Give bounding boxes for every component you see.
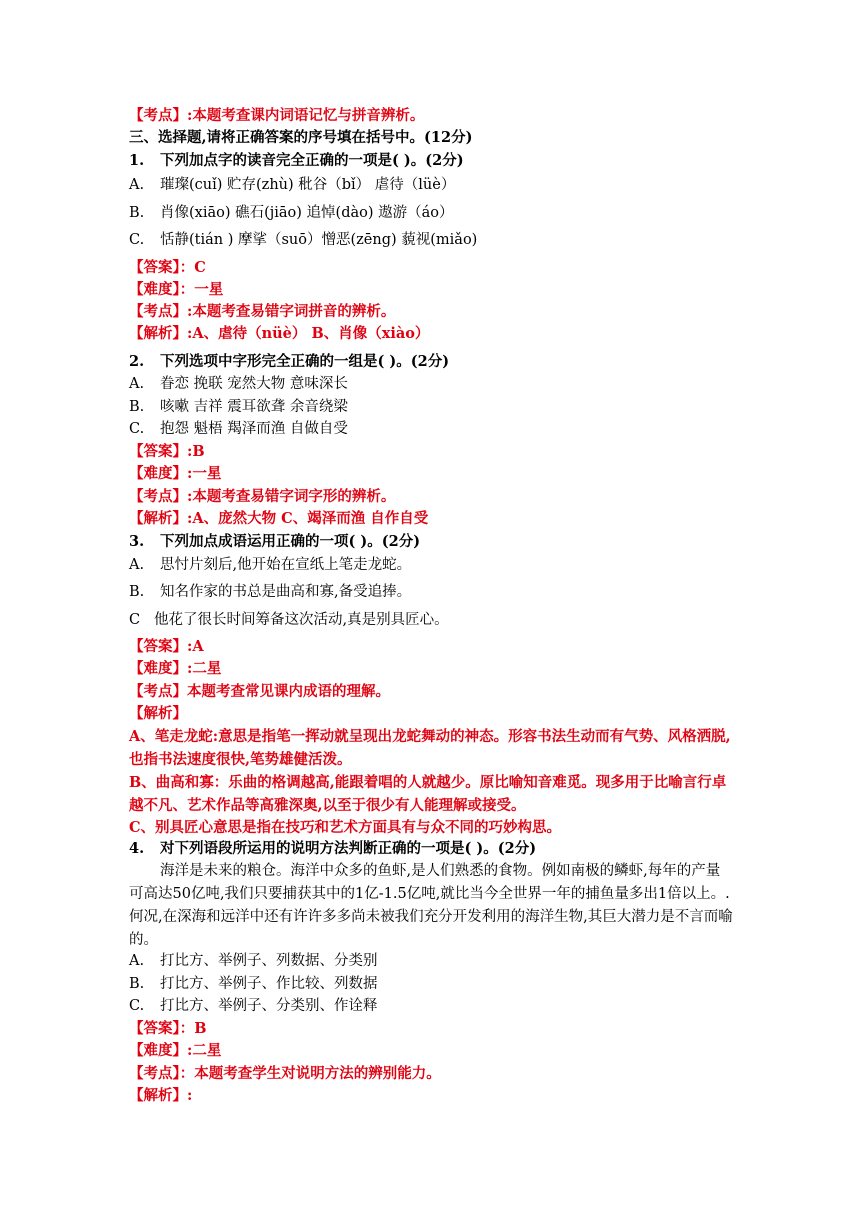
option-label: C	[129, 612, 141, 628]
q4-kaodian: 【考点】：本题考查学生对说明方法的辨别能力。	[129, 1065, 441, 1082]
option-text: 肖像(xiāo) 礁石(jiāo) 追悼(dào) 遨游（áo）	[160, 205, 454, 221]
q1-option-c	[129, 230, 477, 250]
q2-option-a	[129, 374, 348, 394]
option-text: 打比方、举例子、分类别、作诠释	[160, 998, 378, 1014]
q3-difficulty: 【难度】:二星	[129, 660, 222, 677]
option-label: B.	[129, 976, 145, 992]
question-stem: 下列加点字的读音完全正确的一项是( )。(2分)	[160, 152, 464, 169]
question-number: 2.	[129, 353, 145, 370]
q2-difficulty: 【难度】:一星	[129, 465, 222, 482]
q4-option-c	[129, 996, 378, 1016]
question-number: 4.	[129, 840, 145, 857]
q3-answer: 【答案】:A	[129, 638, 204, 655]
question-stem: 下列加点成语运用正确的一项( )。(2分)	[160, 533, 421, 550]
q3-jiexi-label: 【解析】	[129, 705, 187, 722]
kaodian-prev: 【考点】:本题考查课内词语记忆与拼音辨析。	[129, 107, 425, 124]
q1-jiexi: 【解析】:A、虐待（nüè） B、肖像（xiào）	[129, 325, 430, 342]
q1-option-a	[129, 175, 455, 195]
option-label: C.	[129, 232, 145, 248]
option-label: B.	[129, 584, 145, 600]
question-1	[129, 151, 464, 171]
q4-answer: 【答案】：B	[129, 1020, 207, 1037]
q4-passage: 海洋是未来的粮仓。海洋中众多的鱼虾,是人们熟悉的食物。例如南极的鳞虾,每年的产量可高达50亿吨,我们只要捕获其中的1亿-1.5亿吨,就比当今全世界一年的捕鱼量多出1倍以上。.何况,在深海和远洋中还有许许多多尚未被我们充分开发利用的海洋生物,其巨大潜力是不言而喻的。	[129, 863, 733, 948]
option-text: 思忖片刻后,他开始在宣纸上笔走龙蛇。	[160, 557, 412, 573]
q4-option-b	[129, 974, 378, 994]
q4-option-a	[129, 951, 378, 971]
q3-jiexi-a: A、笔走龙蛇:意思是指笔一挥动就呈现出龙蛇舞动的神态。形容书法生动而有气势、风格洒脱,也指书法速度很快,笔势雄健活泼。	[129, 728, 731, 768]
q2-answer: 【答案】:B	[129, 443, 205, 460]
option-text: 他花了很长时间筹备这次活动,真是别具匠心。	[154, 612, 449, 628]
q3-kaodian: 【考点】本题考查常见课内成语的理解。	[129, 683, 390, 700]
q2-kaodian: 【考点】:本题考查易错字词字形的辨析。	[129, 488, 396, 505]
question-number: 1.	[129, 152, 145, 169]
q4-difficulty: 【难度】:二星	[129, 1042, 222, 1059]
q3-jiexi-b: B、曲高和寡：乐曲的格调越高,能跟着唱的人就越少。原比喻知音难觅。现多用于比喻言行卓越不凡、艺术作品等高雅深奥,以至于很少有人能理解或接受。	[129, 774, 727, 814]
option-text: 恬静(tián ) 摩挲（suō）憎恶(zēng) 藐视(miǎo)	[160, 232, 478, 248]
option-label: B.	[129, 399, 145, 415]
question-4	[129, 839, 536, 859]
q2-option-c	[129, 419, 348, 439]
option-label: A.	[129, 376, 145, 392]
option-text: 知名作家的书总是曲高和寡,备受追捧。	[160, 584, 412, 600]
q1-kaodian: 【考点】:本题考查易错字词拼音的辨析。	[129, 303, 396, 320]
option-label: C.	[129, 998, 145, 1014]
option-text: 打比方、举例子、作比较、列数据	[160, 976, 378, 992]
option-text: 打比方、举例子、列数据、分类别	[160, 953, 378, 969]
option-label: A.	[129, 953, 145, 969]
option-text: 璀璨(cuǐ) 贮存(zhù) 秕谷（bǐ） 虐待（lüè）	[160, 177, 456, 193]
option-label: C.	[129, 421, 145, 437]
q1-answer: 【答案】：C	[129, 259, 206, 276]
option-text: 抱怨 魁梧 羯泽而渔 自做自受	[160, 421, 348, 437]
question-stem: 对下列语段所运用的说明方法判断正确的一项是( )。(2分)	[160, 840, 537, 857]
option-label: B.	[129, 205, 145, 221]
question-number: 3.	[129, 533, 145, 550]
q4-jiexi: 【解析】:	[129, 1087, 193, 1104]
q1-difficulty: 【难度】：一星	[129, 281, 224, 298]
q1-option-b	[129, 203, 454, 223]
question-2	[129, 352, 449, 372]
option-label: A.	[129, 177, 145, 193]
q2-jiexi: 【解析】:A、庞然大物 C、竭泽而渔 自作自受	[129, 510, 429, 527]
q3-jiexi-c: C、别具匠心意思是指在技巧和艺术方面具有与众不同的巧妙构思。	[129, 819, 562, 836]
question-3	[129, 532, 420, 552]
q3-option-a	[129, 555, 411, 575]
q2-option-b	[129, 397, 348, 417]
q3-option-b	[129, 582, 411, 602]
option-text: 咳嗽 吉祥 震耳欲聋 余音绕梁	[160, 399, 348, 415]
option-text: 眷恋 挽联 宠然大物 意味深长	[160, 376, 348, 392]
option-label: A.	[129, 557, 145, 573]
question-stem: 下列选项中字形完全正确的一组是( )。(2分)	[160, 353, 450, 370]
q3-option-c	[129, 610, 449, 630]
section-title: 三、选择题,请将正确答案的序号填在括号中。(12分)	[129, 129, 473, 146]
